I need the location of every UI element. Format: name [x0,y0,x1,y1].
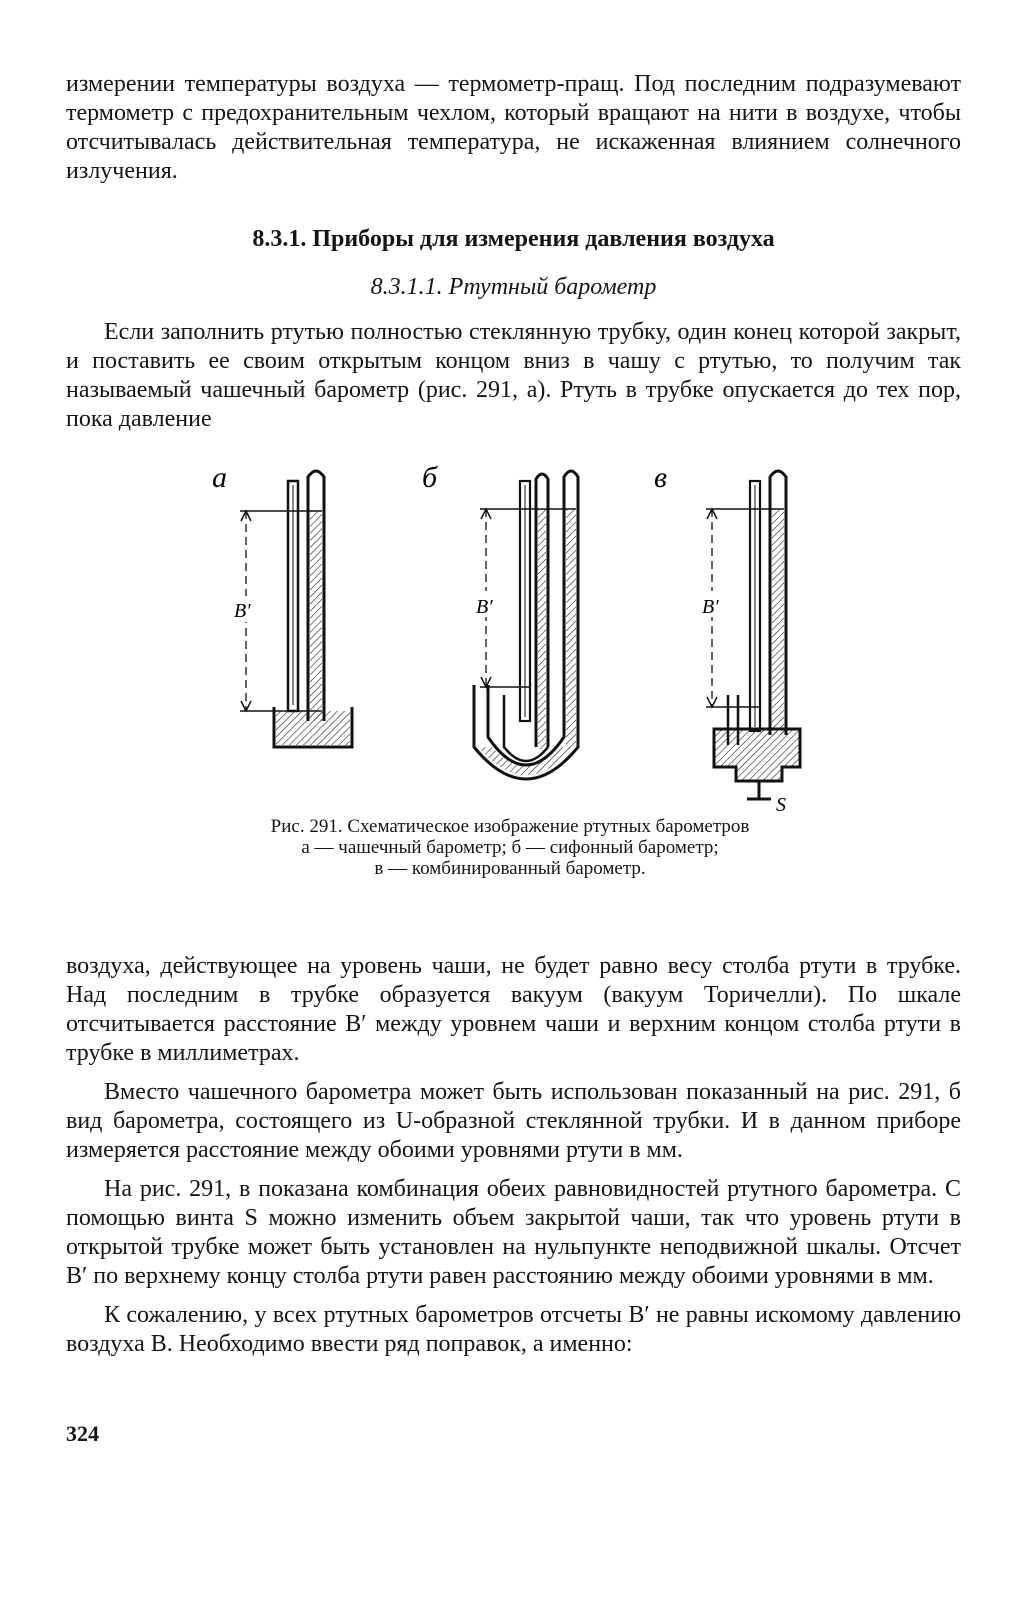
top-paragraph: измерении температуры воздуха — термометр-пращ. Под последним подразумевают термометр с предохранительным чехлом, который вращают на нити в воздухе, чтобы отсчитывалась действительная температура, не искаженная влиянием солнечного излучения. [66,71,961,184]
b-prime-label-c: B′ [702,596,719,618]
caption-legend-line-2: в — комбинированный барометр. [374,858,646,879]
screw-label: S [776,794,786,816]
mercury-column-b [538,509,546,749]
top-text [66,70,961,186]
barometer-a [212,461,352,747]
caption-title: Рис. 291. Схематическое изображение ртутных барометров [270,816,750,837]
subsection-heading: 8.3.1.1. Ртутный барометр [370,274,657,300]
mercury-column-a [310,511,322,721]
b-prime-label-b: B′ [476,596,493,618]
caption-legend-line-1: а — чашечный барометр; б — сифонный барометр; [301,837,719,858]
barometer-b [422,461,578,779]
paragraph-4: К сожалению, у всех ртутных барометров отсчеты B′ не равны искомому давлению воздуха B. Необходимо ввести ряд поправок, а именно: [66,1302,961,1357]
page-number: 324 [66,1421,99,1446]
figure-291 [190,455,830,817]
body-text [66,952,961,1359]
paragraph-2: Вместо чашечного барометра может быть использован показанный на рис. 291, б вид барометра, состоящего из U-образной стеклянной трубки. И в данном приборе измеряется расстояние между обоими уровнями ртути в мм. [66,1079,961,1163]
intro-text [66,318,961,434]
section-heading: 8.3.1. Приборы для измерения давления воздуха [252,226,775,252]
b-prime-label-a: B′ [234,600,251,622]
closed-cup-c [714,729,800,781]
barometer-c [654,461,800,816]
paragraph-3: На рис. 291, в показана комбинация обеих равновидностей ртутного барометра. С помощью винта S можно изменить объем закрытой чаши, так что уровень ртути в открытой трубке может быть установлен на нульпункте неподвижной шкалы. Отсчет B′ по верхнему концу столба ртути равен расстоянию между обоими уровнями в мм. [66,1176,961,1289]
barometer-diagram [190,455,830,817]
label-b: б [422,461,438,494]
label-c: в [654,461,668,494]
figure-caption [200,816,820,879]
label-a: а [212,461,227,494]
mercury-side-b [566,509,576,749]
cup-mercury-a [276,711,350,745]
mercury-column-c [772,509,784,735]
intro-paragraph: Если заполнить ртутью полностью стеклянную трубку, один конец которой закрыт, и поставить ее своим открытым концом вниз в чашу с ртутью, то получим так называемый чашечный барометр (рис. 291, а). Ртуть в трубке опускается до тех пор, пока давление [66,319,961,432]
paragraph-1: воздуха, действующее на уровень чаши, не будет равно весу столба ртути в трубке. Над последним в трубке образуется вакуум (вакуум Торичелли). По шкале отсчитывается расстояние B′ между уровнем чаши и верхним концом столба ртути в трубке в миллиметрах. [66,953,961,1066]
